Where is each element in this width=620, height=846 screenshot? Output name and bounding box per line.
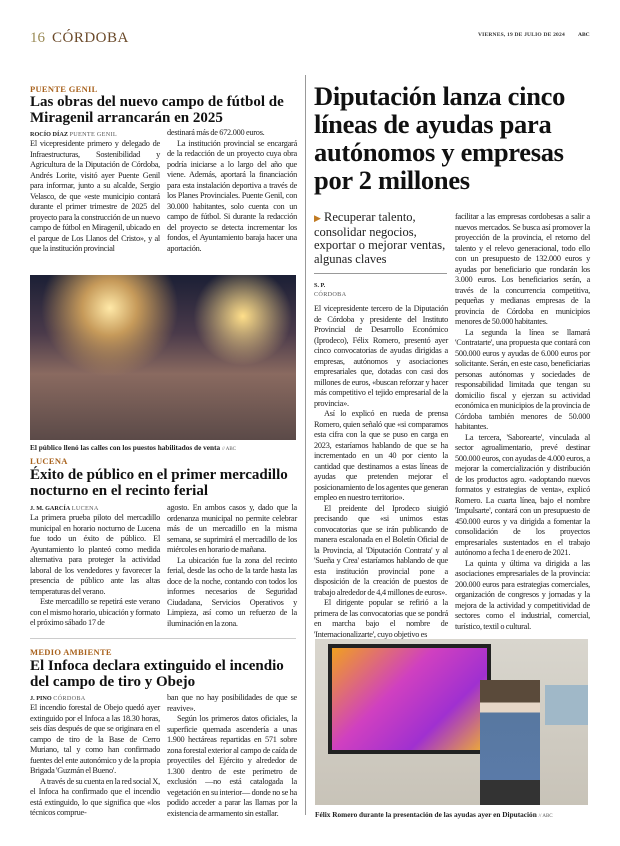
summary-text: Recuperar talento, consolidar negocios, exportar o mejorar ventas, algunas claves	[314, 210, 446, 266]
location: CÓRDOBA	[314, 291, 347, 298]
divider	[30, 638, 296, 639]
caption-text: Félix Romero durante la presentación de las ayudas ayer en Diputación	[315, 810, 537, 819]
author: ROCÍO DÍAZ	[30, 131, 68, 138]
main-summary	[314, 211, 446, 266]
presentation-screen	[328, 644, 491, 754]
article2-headline: Éxito de público en el primer mercadillo nocturno en el recinto ferial	[30, 467, 288, 499]
article3-col1	[30, 703, 160, 819]
divider	[314, 273, 447, 274]
article3-headline: El Infoca declara extinguido el incendio del campo de tiro y Obejo	[30, 658, 284, 690]
article2-kicker: LUCENA	[30, 456, 68, 466]
photo1-caption	[30, 443, 236, 452]
article3-col2	[167, 693, 297, 819]
paragraph: El vicepresidente tercero de la Diputación de Córdoba y presidente del Instituto Provincial de Desarrollo Económico (Iprodeco), Félix Romero, presentó ayer cinco convocatorias de ayudas dirigidas a empresas, autónomos y asociaciones empresariales que, dotadas con casi dos millones de euros, «buscan reforzar y hacer más competitivo el tejido empresarial de la provincia».	[314, 304, 448, 408]
brand: ABC	[578, 32, 590, 38]
main-col2	[455, 212, 590, 632]
speaker-figure	[480, 680, 540, 805]
main-headline: Diputación lanza cinco líneas de ayudas para autónomos y empresas por 2 millones	[314, 81, 566, 195]
section-title: CÓRDOBA	[52, 30, 129, 46]
paragraph: La ubicación fue la zona del recinto ferial, desde las ocho de la tarde hasta las doce de la noche, contando con todos los informes necesarios de Seguridad Ciudadana, Servicios Operativos y Limpieza, así como un refuerzo de la iluminación en la zona.	[167, 555, 297, 628]
paragraph: El dirigente popular se refirió a la primera de las convocatorias que se pondrá en marcha bajo el nombre de 'Internacionalizarte', cuyo objetivo es	[314, 598, 448, 639]
article1-col1	[30, 139, 160, 255]
paragraph: La primera prueba piloto del mercadillo municipal en horario nocturno de Lucena fue todo un éxito de público. El Ayuntamiento lo planteó como medida alternativa para proteger la actividad laboral de los vendedores y favorecer la presencia de público ante las altas temperaturas del verano.	[30, 513, 160, 596]
paragraph: La quinta y última va dirigida a las asociaciones empresariales de la provincia: 200.000 euros para estrategias comerciales, organización de congresos y jornadas y la mejora de la actividad y competitividad de sectores como el industrial, comercial, turístico, textil o cultural.	[455, 558, 590, 631]
article2-byline	[30, 505, 99, 512]
author: J. PINO	[30, 695, 52, 702]
credit: // ABC	[221, 447, 237, 452]
article1-headline: Las obras del nuevo campo de fútbol de Miragenil arrancarán en 2025	[30, 94, 284, 126]
diputacion-logo	[545, 685, 588, 725]
paragraph: destinará más de 672.000 euros.	[167, 128, 265, 137]
paragraph: Este mercadillo se repetirá este verano con el mismo horario, ubicación y formato el próximo sábado 17 de	[30, 597, 160, 627]
triangle-bullet-icon: ▶	[314, 213, 321, 223]
main-byline	[314, 281, 346, 299]
author: J. M. GARCÍA	[30, 505, 71, 512]
location: PUENTE GENIL	[69, 131, 117, 138]
article1-col2	[167, 128, 297, 254]
main-col1	[314, 304, 448, 640]
article2-col1	[30, 513, 160, 629]
credit: // ABC	[538, 814, 553, 819]
paragraph: facilitar a las empresas cordobesas a salir a nuevos mercados. Se busca así promover la proyección de la provincia, el retorno del talento y el relevo generacional, todo ello con un presupuesto de 132.000 euros y ayudas por beneficiario que rondarán los 3.000 euros. Los beneficiarios serán, a través de la concurrencia competitiva, pequeñas y medianas empresas de la provincia de Córdoba en municipios menores de 50.000 habitantes.	[455, 212, 590, 326]
location: CÓRDOBA	[53, 695, 86, 702]
page-number: 16	[30, 30, 45, 46]
paragraph: La tercera, 'Saborearte', vinculada al sector agroalimentario, prevé destinar 500.000 euros, con ayudas de 4.000 euros, a mejorar la comercialización y distribución de los productos agro. «adoptando nuevos formatos y estrategias de venta», explicó Romero. La cuarta línea, bajo el nombre 'Impulsarte', contará con un presupuesto de 450.000 euros y va dirigida a fomentar la consolidación de los proyectos empresariales sustentados en el trabajo autónomo a fecha 1 de enero de 2021.	[455, 432, 590, 557]
dateline: VIERNES, 19 DE JULIO DE 2024	[478, 32, 565, 38]
article1-byline	[30, 131, 117, 138]
paragraph: El preidente del Iprodeco siuigió precisando que «si unimos estas convocatorias que se irán publicando de manera escalonada en el Boletín Oficial de la Provincia, al 'Diputación Contrata' y al 'Sueña y Crea' estaríamos hablando de que esta institución provincial pone a disposición de la creación de puestos de trabajo alrededor de 4,4 millones de euros».	[314, 503, 448, 597]
paragraph: La segunda la línea se llamará 'Contratarte', una propuesta que contará con 500.000 euros y ayudas de 6.000 euros por solicitante. Serán, en este caso, beneficiarias personas autónomas y sociedades de responsabilidad limitada que tengan su domicilio fiscal y ejerzan su actividad económica en municipios de la provincia de Córdoba también menores de 50.000 habitantes.	[455, 327, 590, 431]
paragraph: Según los primeros datos oficiales, la superficie quemada ascendería a unas 1.900 hectáreas repartidas en 571 sobre zona forestal exterior al campo de caída de proyectiles del Ejército y alrededor de 1.300 dentro de este perímetro de exclusión —no está catalogada la vegetación en su interior— donde no se ha podido acceder a parar las llamas por la existencia de armamento sin estallar.	[167, 714, 297, 818]
location: LUCENA	[71, 505, 99, 512]
caption-text: El público llenó las calles con los puestos habilitados de venta	[30, 443, 221, 452]
paragraph: La institución provincial se encargará de la redacción de un proyecto cuya obra podría iniciarse a lo largo del año que viene. Además, aportará la financiación para esta instalación deportiva a través de los Planes Provinciales. Puente Genil, con 30.000 habitantes, solo cuenta con un campo de fútbol. Si durante la redacción del proyecto se detecta incrementar los fondos, el Ayuntamiento baraja hacer una aportación.	[167, 138, 297, 253]
paragraph: El vicepresidente primero y delegado de Infraestructuras, Sostenibilidad y Agricultura de la Diputación de Córdoba, Andrés Lorite, visitó ayer Puente Genil para informar, junto a su alcalde, Sergio Velasco, de que «este municipio contará durante el primer trimestre de 2025 del proyecto para la construcción de un nuevo campo de fútbol en Miragenil, ubicado en el parque de Los Llanos del Cristo», y al que la institución provincial	[30, 139, 160, 253]
market-photo	[30, 275, 296, 440]
paragraph: Así lo explicó en rueda de prensa Romero, quien señaló que «si comparamos esta cifra con la que se puso en carga en 2023, estaríamos hablando de que se ha incrementado en un 40 por ciento la cantidad que destinamos a estas líneas de ayudas que pretenden mejorar el posicionamiento de los agentes que generan empleo en nuestro territorio».	[314, 409, 448, 502]
article1-kicker: PUENTE GENIL	[30, 84, 98, 94]
paragraph: El incendio forestal de Obejo quedó ayer extinguido por el Infoca a las 18.30 horas, seis días después de que se originara en el campo de tiro de la Base de Cerro Muriano, tal y como han confirmado fuentes del ente autonómico y de la propia Brigada 'Guzmán el Bueno'.	[30, 703, 160, 775]
article3-byline	[30, 695, 86, 702]
paragraph: A través de su cuenta en la red social X, el Infoca ha confirmado que el incendio está extinguido, lo que significa que «los técnicos comprue-	[30, 776, 160, 817]
article2-col2	[167, 503, 297, 629]
column-divider	[305, 75, 306, 815]
photo2-caption	[315, 810, 553, 819]
author: S. P.	[314, 282, 326, 289]
paragraph: agosto. En ambos casos y, dado que la ordenanza municipal no permite celebrar más de un mercadillo en la misma semana, se suprimirá el mercadillo de los miércoles en horario de mañana.	[167, 503, 297, 554]
paragraph: ban que no hay posibilidades de que se reavive».	[167, 693, 297, 713]
article3-kicker: MEDIO AMBIENTE	[30, 647, 112, 657]
